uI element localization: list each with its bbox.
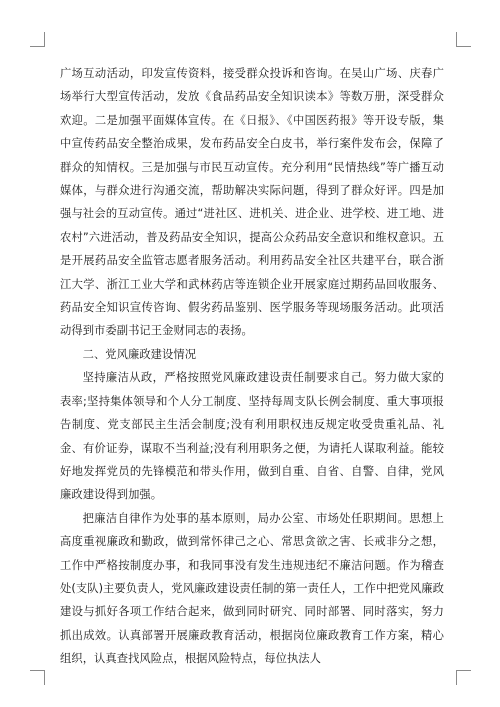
paragraph-publicity: 广场互动活动，印发宣传资料，接受群众投诉和咨询。在吴山广场、庆春广场举行大型宣传活动，发放《食品药品安全知识读本》等数万册，深受群众欢迎。二是加强平面媒体宣传。在《日报》、《中国医药报》等开设专版，集中宣传药品安全整治成果，发布药品安全白皮书，举行案件发布会，保障了群众的知情权。三是加强与市民互动宣传。充分利用“民情热线”等广播互动媒体，与群众进行沟通交流，帮助解决实际问题，得到了群众好评。四是加强与社会的互动宣传。通过“进社区、进机关、进企业、进学校、进工地、进农村”六进活动，普及药品安全知识，提高公众药品安全意识和维权意识。五是开展药品安全监管志愿者服务活动。利用药品安全社区共建平台，联合浙江大学、浙江工业大学和武林药店等连锁企业开展家庭过期药品回收服务、药品安全知识宣传咨询、假劣药品鉴别、医学服务等现场服务活动。此项活动得到市委副书记王金财同志的表扬。 bbox=[60, 67, 444, 338]
crop-mark-bottom-right bbox=[456, 670, 471, 685]
crop-mark-top-right bbox=[456, 32, 471, 47]
crop-mark-top-left bbox=[30, 32, 45, 47]
paragraph-integrity-principles: 坚持廉洁从政，严格按照党风廉政建设责任制要求自己。努力做大家的表率;坚持集体领导和个人分工制度、坚持每周支队长例会制度、重大事项报告制度、党支部民主生活会制度;没有利用职权违反规定收受贵重礼品、礼金、有价证券，谋取不当利益;没有利用职务之便，为请托人谋取利益。能较好地发挥党员的先锋模范和带头作用，做到自重、自省、自警、自律，党风廉政建设得到加强。 bbox=[60, 371, 444, 502]
crop-mark-bottom-left bbox=[30, 670, 45, 685]
paragraph-self-discipline: 把廉洁自律作为处事的基本原则，局办公室、市场处任职期间。思想上高度重视廉政和勤政，做到常怀律己之心、常思贪欲之害、长戒非分之想，工作中严格按制度办事，和我同事没有发生违规违纪不廉洁问题。作为稽查处(支队)主要负责人，党风廉政建设责任制的第一责任人，工作中把党风廉政建设与抓好各项工作结合起来，做到同时研究、同时部署、同时落实，努力抓出成效。认真部署开展廉政教育活动，根据岗位廉政教育工作方案，精心组织，认真查找风险点，根据风险特点，每位执法人 bbox=[60, 511, 444, 666]
section-heading-party-integrity: 二、党风廉政建设情况 bbox=[82, 347, 197, 361]
document-body bbox=[60, 62, 444, 671]
